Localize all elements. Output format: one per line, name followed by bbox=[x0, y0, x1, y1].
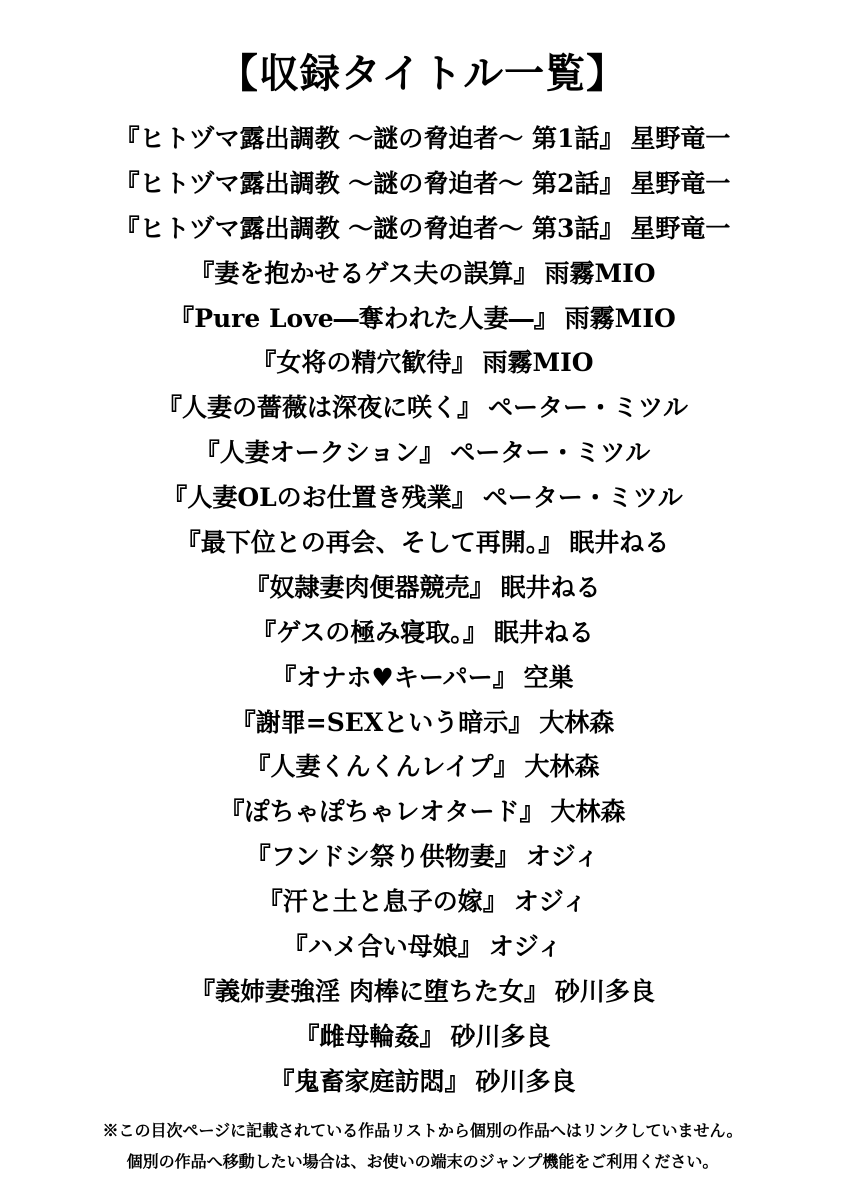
work-title: 『 奴隷妻肉便器競売 』 bbox=[244, 573, 494, 602]
work-title: 『 人妻オークション 』 bbox=[195, 438, 445, 467]
work-title: 『 ヒトヅマ露出調教 ～謎の脅迫者～ 第1話 』 bbox=[115, 124, 625, 153]
list-item bbox=[0, 745, 845, 790]
title-list bbox=[0, 117, 845, 1105]
work-title: 『 人妻OLのお仕置き残業 』 bbox=[162, 483, 476, 512]
author-name: 眠井ねる bbox=[569, 528, 670, 558]
author-name: 星野竜一 bbox=[630, 168, 731, 198]
author-name: ペーター・ミツル bbox=[488, 393, 689, 423]
author-name: 雨霧MIO bbox=[544, 258, 656, 288]
author-name: 砂川多良 bbox=[554, 976, 655, 1006]
author-name: 星野竜一 bbox=[630, 124, 731, 153]
list-item bbox=[0, 386, 845, 431]
author-name: ペーター・ミツル bbox=[482, 483, 683, 513]
author-name: 星野竜一 bbox=[630, 213, 731, 243]
list-item bbox=[0, 521, 845, 566]
list-item bbox=[0, 117, 845, 162]
author-name: 雨霧MIO bbox=[564, 303, 676, 333]
author-name: 大林森 bbox=[539, 707, 615, 737]
work-title: 『 ぽちゃぽちゃレオタード 』 bbox=[219, 797, 544, 826]
work-title: 『 ハメ合い母娘 』 bbox=[283, 932, 483, 961]
page-title: 【収録タイトル一覧】 bbox=[217, 50, 628, 97]
list-item bbox=[0, 925, 845, 970]
author-name: 砂川多良 bbox=[475, 1066, 576, 1096]
list-item bbox=[0, 207, 845, 252]
list-item bbox=[0, 835, 845, 880]
author-name: 大林森 bbox=[524, 752, 600, 782]
author-name: 大林森 bbox=[550, 797, 626, 827]
author-name: 砂川多良 bbox=[450, 1021, 551, 1051]
list-item bbox=[0, 880, 845, 925]
work-title: 『 ヒトヅマ露出調教 ～謎の脅迫者～ 第2話 』 bbox=[115, 169, 625, 198]
list-item bbox=[0, 1015, 845, 1060]
work-title: 『 女将の精穴歓待 』 bbox=[251, 348, 476, 377]
list-item bbox=[0, 566, 845, 611]
author-name: 空巣 bbox=[523, 662, 574, 692]
work-title: 『 人妻くんくんレイプ 』 bbox=[245, 752, 518, 781]
work-title: 『 オナホ♥キーパー 』 bbox=[271, 663, 517, 692]
work-title: 『 ヒトヅマ露出調教 ～謎の脅迫者～ 第3話 』 bbox=[115, 214, 625, 243]
work-title: 『 鬼畜家庭訪悶 』 bbox=[269, 1067, 469, 1096]
work-title: 『 雌母輪姦 』 bbox=[294, 1022, 444, 1051]
work-title: 『 人妻の薔薇は深夜に咲く 』 bbox=[157, 393, 482, 422]
work-title: 『 義姉妻強淫 肉棒に堕ちた女 』 bbox=[190, 977, 549, 1006]
author-name: オジィ bbox=[513, 887, 588, 917]
work-title: 『 フンドシ祭り供物妻 』 bbox=[246, 842, 520, 871]
author-name: 眠井ねる bbox=[493, 617, 594, 647]
list-item bbox=[0, 611, 845, 656]
list-item bbox=[0, 1060, 845, 1105]
work-title: 『 汗と土と息子の嫁 』 bbox=[258, 887, 508, 916]
list-item bbox=[0, 790, 845, 835]
list-item bbox=[0, 701, 845, 746]
author-name: ペーター・ミツル bbox=[450, 438, 651, 468]
author-name: 雨霧MIO bbox=[482, 348, 594, 378]
author-name: オジィ bbox=[488, 932, 563, 962]
list-item bbox=[0, 656, 845, 701]
work-title: 『 最下位との再会、そして再開。 』 bbox=[176, 528, 564, 557]
work-title: 『 ゲスの極み寝取。 』 bbox=[251, 618, 488, 647]
notice-line-2: 個別の作品へ移動したい場合は、お使いの端末のジャンプ機能をご利用ください。 bbox=[126, 1152, 719, 1171]
list-item bbox=[0, 341, 845, 386]
list-item bbox=[0, 970, 845, 1015]
work-title: 『 妻を抱かせるゲス夫の誤算 』 bbox=[189, 259, 538, 288]
notice-line-1: ※この目次ページに記載されている作品リストから個別の作品へはリンクしていません。 bbox=[102, 1121, 743, 1140]
list-item bbox=[0, 297, 845, 342]
work-title: 『 Pure Love―奪われた人妻― 』 bbox=[169, 304, 558, 333]
list-item bbox=[0, 476, 845, 521]
list-item bbox=[0, 431, 845, 476]
author-name: オジィ bbox=[525, 842, 600, 872]
list-item bbox=[0, 162, 845, 207]
author-name: 眠井ねる bbox=[500, 572, 601, 602]
work-title: 『 謝罪=SEXという暗示 』 bbox=[231, 708, 534, 737]
list-item bbox=[0, 252, 845, 297]
